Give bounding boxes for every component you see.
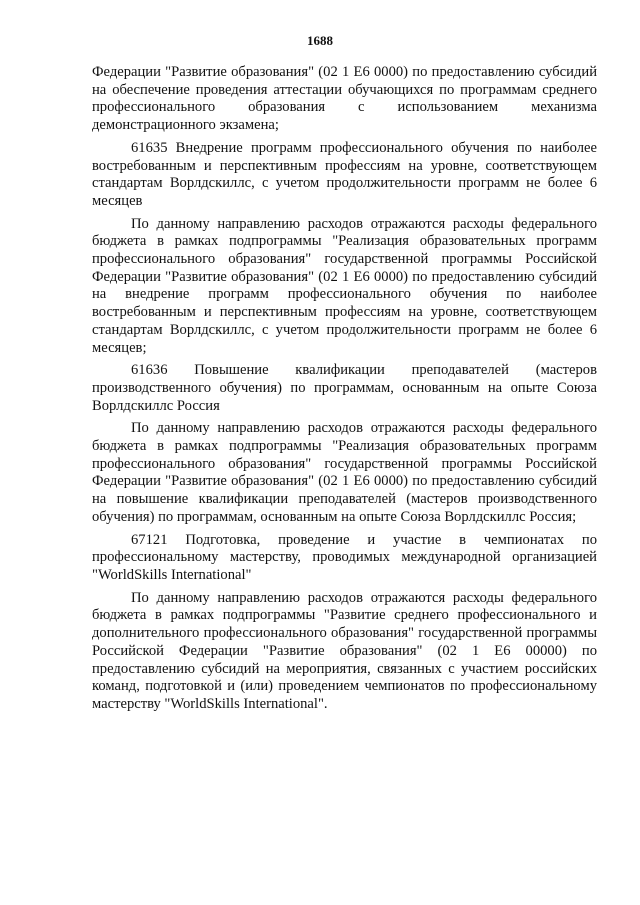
paragraph-item-67121-description: По данному направлению расходов отражаются расходы федерального бюджета в рамках подпрограммы "Развитие среднего профессионального и дополнительного профессионального образования" государственной программы Российской Федерации "Развитие образования" (02 1 Е6 00000) по предоставлению субсидий на мероприятия, связанных с участием российских команд, подготовкой и (или) проведением чемпионатов по профессиональному мастерству "WorldSkills International". bbox=[92, 589, 597, 712]
paragraph-item-67121-heading: 67121 Подготовка, проведение и участие в чемпионатах по профессиональному мастерству, проводимых международной организацией "WorldSkills International" bbox=[92, 531, 597, 583]
page-number: 1688 bbox=[307, 33, 333, 48]
paragraph-item-61635-description: По данному направлению расходов отражаются расходы федерального бюджета в рамках подпрограммы "Реализация образовательных программ профессионального образования" государственной программы Российской Федерации "Развитие образования" (02 1 Е6 0000) по предоставлению субсидий на внедрение программ профессионального обучения по наиболее востребованным и перспективным профессиям на уровне, соответствующем стандартам Ворлдскиллс, с учетом продолжительности программ не более 6 месяцев; bbox=[92, 215, 597, 356]
document-body bbox=[92, 64, 597, 719]
paragraph-item-61636-description: По данному направлению расходов отражаются расходы федерального бюджета в рамках подпрограммы "Реализация образовательных программ профессионального образования" государственной программы Российской Федерации "Развитие образования" (02 1 Е6 0000) по предоставлению субсидий на повышение квалификации преподавателей (мастеров производственного обучения) по программам, основанным на опыте Союза Ворлдскиллс Россия; bbox=[92, 420, 597, 525]
paragraph-item-61636-heading: 61636 Повышение квалификации преподавателей (мастеров производственного обучения) по программам, основанным на опыте Союза Ворлдскиллс Россия bbox=[92, 362, 597, 414]
paragraph-item-61635-heading: 61635 Внедрение программ профессионального обучения по наиболее востребованным и перспективным профессиям на уровне, соответствующем стандартам Ворлдскиллс, с учетом продолжительности программ не более 6 месяцев bbox=[92, 139, 597, 209]
paragraph-intro-continuation: Федерации "Развитие образования" (02 1 Е6 0000) по предоставлению субсидий на обеспечение проведения аттестации обучающихся по программам среднего профессионального образования с использованием механизма демонстрационного экзамена; bbox=[92, 64, 597, 134]
